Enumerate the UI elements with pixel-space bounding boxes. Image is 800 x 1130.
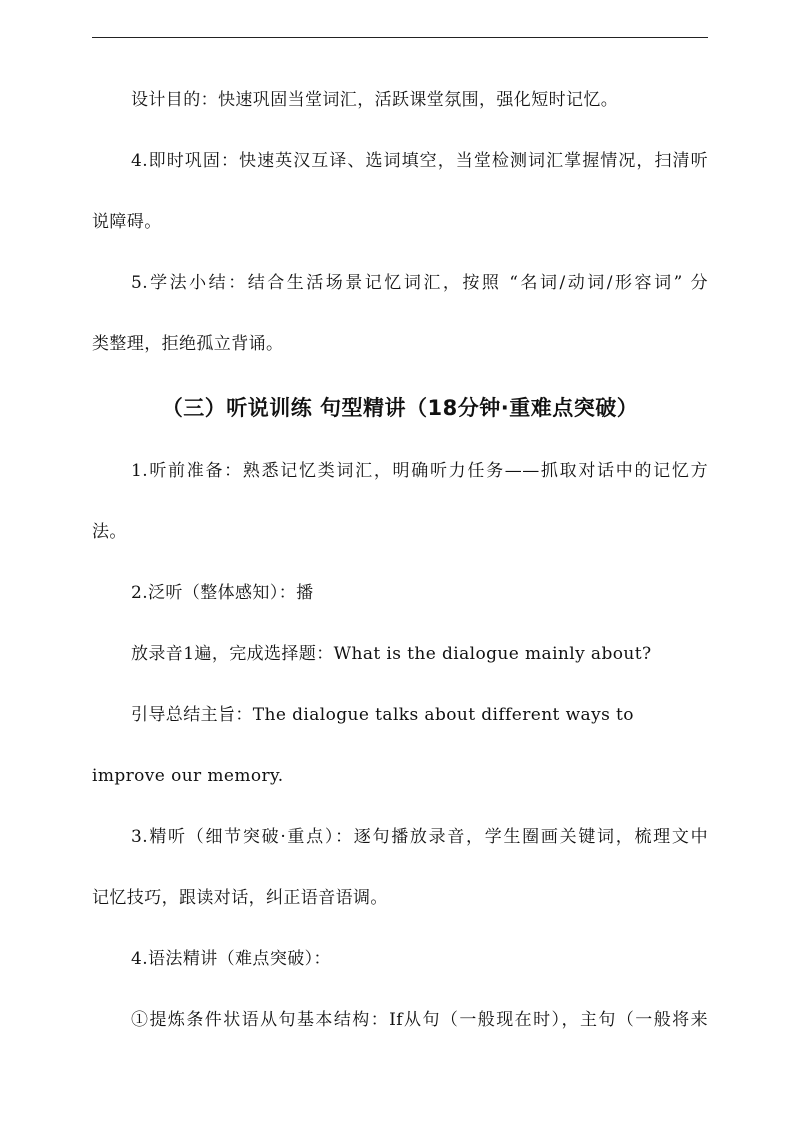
header-rule [92,37,708,38]
paragraph-grammar: 4.语法精讲（难点突破）： [131,949,331,969]
paragraph-instant-consolidation: 4.即时巩固：快速英汉互译、选词填空，当堂检测词汇掌握情况，扫清听 [131,151,708,171]
paragraph-play-recording: 放录音1遍，完成选择题：What is the dialogue mainly about? [131,644,652,664]
paragraph-design-purpose: 设计目的：快速巩固当堂词汇，活跃课堂氛围，强化短时记忆。 [131,90,619,110]
paragraph-pre-listening-cont: 法。 [92,522,127,542]
paragraph-main-idea-cont: improve our memory. [92,766,284,786]
paragraph-instant-consolidation-cont: 说障碍。 [92,212,162,232]
paragraph-method-summary: 5.学法小结：结合生活场景记忆词汇，按照 “名词/动词/形容词” 分 [131,273,708,293]
paragraph-pre-listening: 1.听前准备：熟悉记忆类词汇，明确听力任务——抓取对话中的记忆方 [131,461,708,481]
paragraph-intensive-listening: 3.精听（细节突破·重点）：逐句播放录音，学生圈画关键词，梳理文中 [131,827,708,847]
paragraph-extensive-listening: 2.泛听（整体感知）：播 [131,583,314,603]
paragraph-main-idea: 引导总结主旨：The dialogue talks about different ways to [131,705,634,725]
paragraph-conditional-clause: ①提炼条件状语从句基本结构：If从句（一般现在时），主句（一般将来 [131,1010,708,1030]
paragraph-method-summary-cont: 类整理，拒绝孤立背诵。 [92,334,284,354]
section-heading: （三）听说训练 句型精讲（18分钟·重难点突破） [161,396,639,420]
paragraph-intensive-listening-cont: 记忆技巧，跟读对话，纠正语音语调。 [92,888,388,908]
